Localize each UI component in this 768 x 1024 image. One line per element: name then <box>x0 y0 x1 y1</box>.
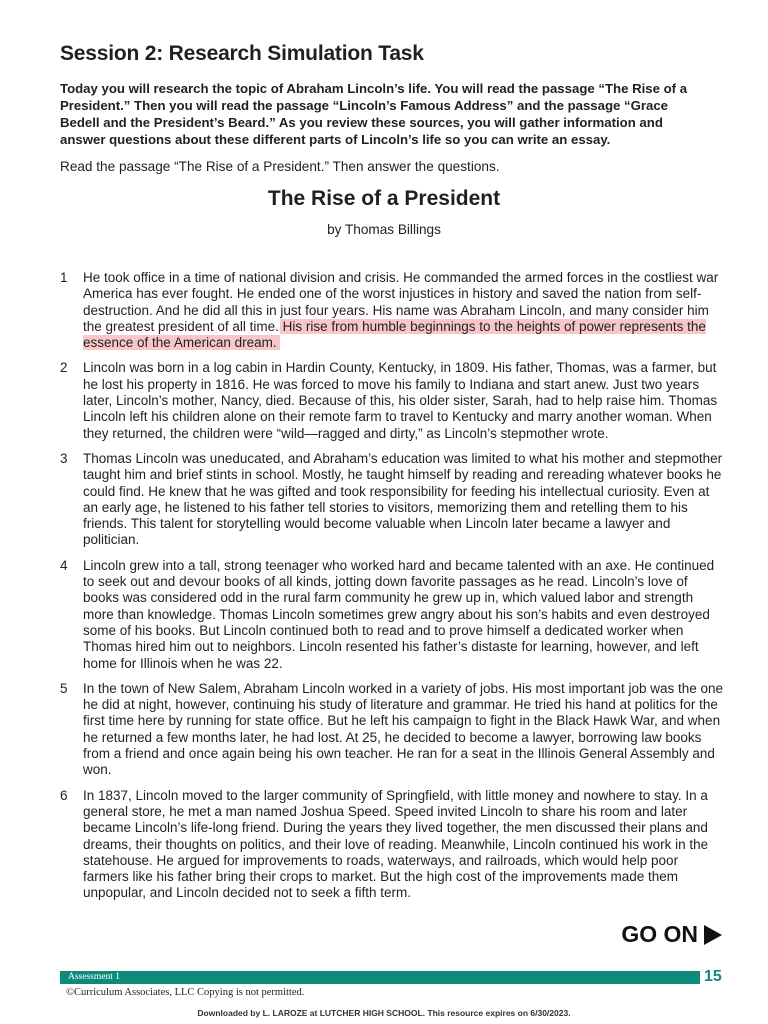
paragraph-4 <box>60 558 725 672</box>
paragraph-number: 2 <box>60 360 68 376</box>
paragraph-text: He took office in a time of national division and crisis. He commanded the armed forces in the costliest war America has ever fought. He ended one of the worst injustices in history and saved the nation from self-destruction. And he did all this in just four years. His name was Abraham Lincoln, and many consider him the greatest president of all time. <box>83 270 719 334</box>
paragraph-text: Thomas Lincoln was uneducated, and Abraham’s education was limited to what his mother and stepmother taught him and brief stints in school. Mostly, he taught himself by reading and rereading whatever books he could find. He knew that he was gifted and took responsibility for feeding his intellectual curiosity. Even at an early age, he listened to his father tell stories to visitors, memorizing them and retelling them to his friends. This talent for storytelling would become valuable when Lincoln later became a lawyer and politician. <box>83 450 723 548</box>
session-title: Session 2: Research Simulation Task <box>60 42 424 65</box>
paragraph-2 <box>60 360 725 441</box>
paragraph-1 <box>60 270 725 351</box>
paragraph-5 <box>60 681 725 779</box>
paragraph-number: 5 <box>60 680 68 696</box>
paragraph-text: In 1837, Lincoln moved to the larger community of Springfield, with little money and nowhere to stay. In a general store, he met a man named Joshua Speed. Speed invited Lincoln to share his room and later became Lincoln’s life-long friend. During the years they lived together, the men discussed their plans and dreams, their thoughts on politics, and their love of reading. Meanwhile, Lincoln continued his work in the statehouse. He argued for improvements to roads, waterways, and railroads, which would help poor farmers like his father bring their crops to market. But the high cost of the improvements made them unpopular, and Lincoln decided not to seek a fifth term. <box>83 787 709 901</box>
paragraph-3 <box>60 451 725 549</box>
paragraph-text: In the town of New Salem, Abraham Lincoln worked in a variety of jobs. His most important job was the one he did at night, however, continuing his study of literature and grammar. He tried his hand at politics for the first time here by running for state office. But he left his campaign to fight in the Black Hawk War, and when he returned a few months later, he had lost. At 25, he decided to become a lawyer, borrowing law books from a friend and once again being his own teacher. He ran for a seat in the Illinois General Assembly and won. <box>83 680 724 778</box>
go-on-label: GO ON <box>621 921 698 947</box>
reading-instruction: Read the passage “The Rise of a President.” Then answer the questions. <box>60 159 500 174</box>
task-introduction: Today you will research the topic of Abraham Lincoln’s life. You will read the passage “The Rise of a President.” Then you will read the passage “Lincoln’s Famous Address” and the passage “Grace Bedell and the President’s Beard.” As you review these sources, you will gather information and answer questions about these different parts of Lincoln’s life so you can write an essay. <box>60 81 688 147</box>
paragraph-text: Lincoln was born in a log cabin in Hardin County, Kentucky, in 1809. His father, Thomas, was a farmer, but he lost his property in 1816. He was forced to move his family to Indiana and start anew. Just two years later, Lincoln’s mother, Nancy, died. Because of this, his older sister, Sarah, had to help raise him. Thomas Lincoln left his children alone on their remote farm to travel to Kentucky and marry another woman. When they returned, the children were “wild—ragged and dirty,” as Lincoln’s stepmother wrote. <box>83 360 718 441</box>
copyright-notice: ©Curriculum Associates, LLC Copying is not permitted. <box>66 987 305 998</box>
passage-byline: by Thomas Billings <box>327 222 441 237</box>
paragraph-number: 4 <box>60 557 68 573</box>
go-on-button[interactable] <box>621 921 722 948</box>
play-triangle-icon <box>704 925 722 945</box>
highlighted-sentence[interactable]: His rise from humble beginnings to the heights of power represents the essence of the American dream. <box>83 318 706 351</box>
paragraph-6 <box>60 788 725 902</box>
paragraph-number: 3 <box>60 450 68 466</box>
passage-body <box>60 270 725 911</box>
page-number: 15 <box>704 968 722 985</box>
paragraph-number: 6 <box>60 787 68 803</box>
passage-title: The Rise of a President <box>267 187 501 210</box>
paragraph-text: Lincoln grew into a tall, strong teenager who worked hard and became talented with an axe. He continued to seek out and devour books of all kinds, jotting down favorite passages as he read. Lincoln’s love of books was considered odd in the rural farm community he grew up in, which valued labor and strength more than knowledge. Thomas Lincoln sometimes grew angry about his son’s habits and even destroyed some of his books. But Lincoln continued both to read and to prove himself a dedicated worker when Thomas hired him out to neighbors. Lincoln resented his father’s distaste for learning, however, and left home for Illinois when he was 22. <box>83 557 715 671</box>
footer-bar <box>60 971 700 984</box>
download-notice: Downloaded by L. LAROZE at LUTCHER HIGH SCHOOL. This resource expires on 6/30/2023. <box>197 1008 571 1018</box>
assessment-label: Assessment 1 <box>68 972 120 982</box>
paragraph-number: 1 <box>60 270 68 285</box>
